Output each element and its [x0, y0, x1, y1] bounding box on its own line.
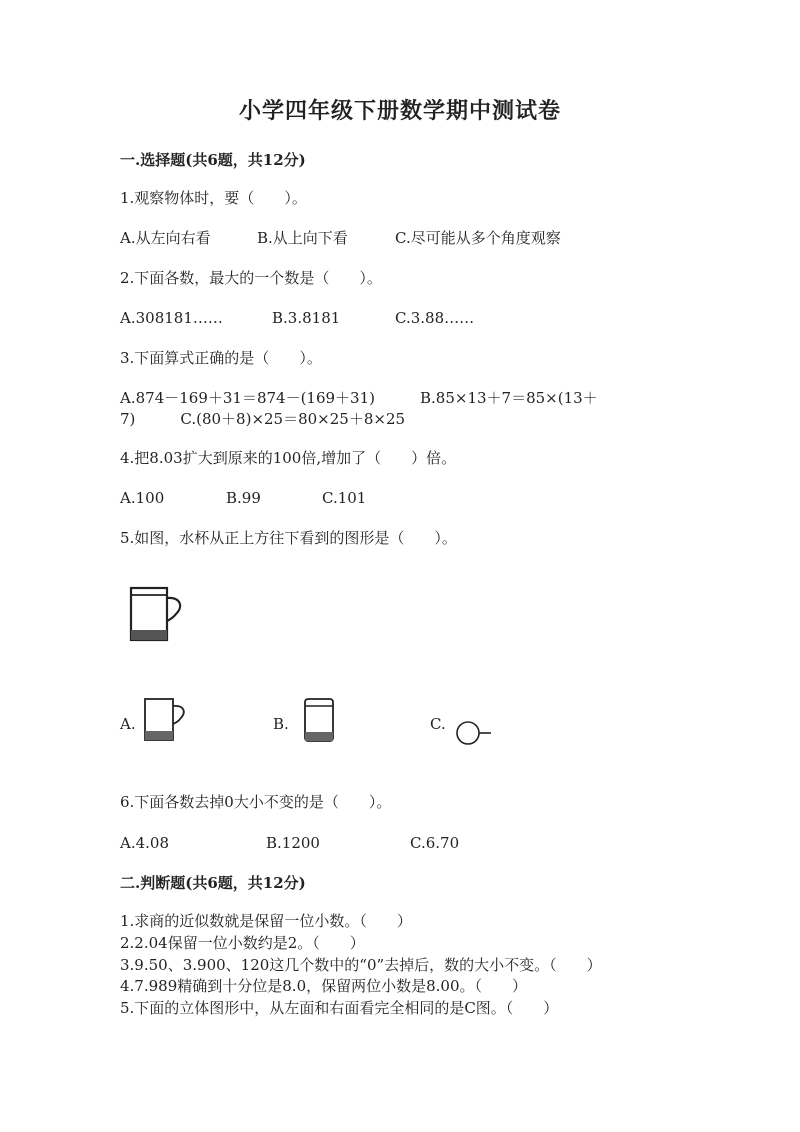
question-6-option-c: C.6.70 — [410, 834, 460, 852]
question-4-option-c: C.101 — [322, 489, 367, 507]
question-3-stem: 3.下面算式正确的是（ ）。 — [120, 349, 322, 367]
judgment-item-1: 1.求商的近似数就是保留一位小数。（ ） — [120, 912, 412, 930]
question-5-option-a: A. — [120, 715, 136, 733]
question-4-option-b: B.99 — [226, 489, 261, 507]
question-1-option-b: B.从上向下看 — [257, 229, 348, 247]
question-6-stem: 6.下面各数去掉0大小不变的是（ ）。 — [120, 793, 392, 811]
question-5-option-b: B. — [273, 715, 289, 733]
question-4-option-a: A.100 — [120, 489, 165, 507]
section-2-heading: 二.判断题(共6题，共12分) — [120, 874, 306, 892]
cup-side-view-icon — [303, 697, 337, 745]
question-1-stem: 1.观察物体时，要（ ）。 — [120, 189, 307, 207]
question-3-options-line-2: 7) C.(80＋8)×25＝80×25＋8×25 — [120, 410, 406, 428]
section-1-heading: 一.选择题(共6题，共12分) — [120, 151, 306, 169]
judgment-item-4: 4.7.989精确到十分位是8.0，保留两位小数是8.00。（ ） — [120, 977, 528, 995]
question-6-option-b: B.1200 — [266, 834, 320, 852]
question-5-option-c: C. — [430, 715, 446, 733]
mug-figure — [128, 586, 184, 644]
question-3-options-line-1: A.874－169＋31＝874－(169＋31) B.85×13＋7＝85×(13＋ — [120, 389, 598, 407]
circle-top-view-icon — [455, 718, 495, 748]
question-2-option-a: A.308181…… — [120, 309, 223, 327]
judgment-item-3: 3.9.50、3.900、120这几个数中的“0”去掉后，数的大小不变。（ ） — [120, 956, 602, 974]
question-2-stem: 2.下面各数，最大的一个数是（ ）。 — [120, 269, 382, 287]
question-1-option-a: A.从左向右看 — [120, 229, 211, 247]
question-6-option-a: A.4.08 — [120, 834, 169, 852]
question-4-stem: 4.把8.03扩大到原来的100倍,增加了（ ）倍。 — [120, 449, 457, 467]
question-2-option-b: B.3.8181 — [272, 309, 341, 327]
judgment-item-5: 5.下面的立体图形中，从左面和右面看完全相同的是C图。（ ） — [120, 999, 559, 1017]
judgment-item-2: 2.2.04保留一位小数约是2。（ ） — [120, 934, 365, 952]
question-5-stem: 5.如图，水杯从正上方往下看到的图形是（ ）。 — [120, 529, 457, 547]
page-title: 小学四年级下册数学期中测试卷 — [238, 98, 561, 124]
question-1-option-c: C.尽可能从多个角度观察 — [395, 229, 561, 247]
question-2-option-c: C.3.88…… — [395, 309, 475, 327]
mug-with-handle-icon — [143, 697, 187, 743]
